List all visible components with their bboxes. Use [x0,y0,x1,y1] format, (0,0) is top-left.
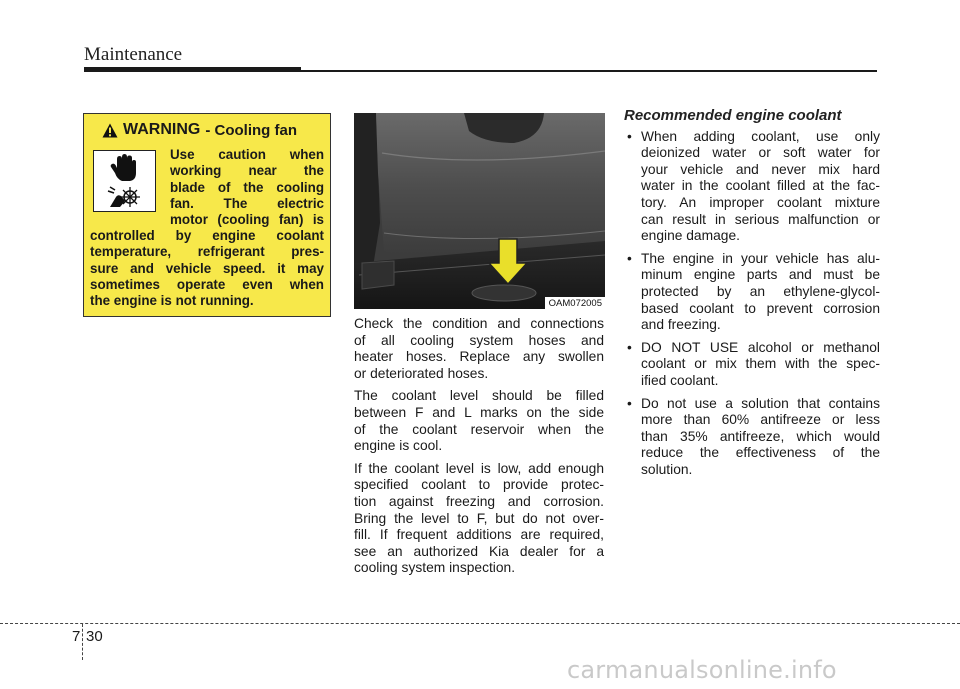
warning-subject: - Cooling fan [205,121,297,139]
engine-bay-photo [354,113,605,309]
photo-caption: OAM072005 [545,297,605,309]
warning-line: motor (cooling fan) is [170,212,324,228]
text-line: specified coolant to provide protec- [354,477,604,493]
warning-heading [102,121,297,139]
warning-line: the engine is not running. [90,293,254,309]
bullet-dot: • [627,395,632,411]
list-item [624,129,880,245]
warning-line: Use caution when [170,147,324,162]
warning-line: blade of the cooling [170,179,324,195]
text-line: cooling system inspection. [354,560,516,576]
text-line: heater hoses. Replace any swollen [354,349,604,365]
middle-column [354,316,604,583]
warning-label: WARNING [123,121,201,138]
page-number-divider [82,624,83,660]
warning-text-lower [90,228,324,309]
text-line: Check the condition and connections [354,316,604,331]
text-line: If the coolant level is low, add enough [354,460,604,476]
warning-line: temperature, refrigerant pres- [90,244,324,260]
text-line: of the coolant reservoir when the [354,421,604,437]
bullet-dot: • [627,128,632,144]
warning-line: sometimes operate even when [90,276,324,292]
text-line: DO NOT USE alcohol or methanol [641,339,880,355]
text-line: your vehicle and never mix hard [641,161,880,177]
warning-box [83,113,331,317]
list-item [624,396,880,479]
section-title: Maintenance [84,44,183,65]
text-line: can result in serious malfunction or [641,211,880,227]
text-line: see an authorized Kia dealer for a [354,543,604,559]
text-line: tion against freezing and corrosion. [354,493,604,509]
header-rule-thick [84,67,301,72]
header-rule-thin [301,70,877,72]
paragraph-add-coolant [354,461,604,577]
text-line: Bring the level to F, but do not over- [354,510,604,526]
text-line: or deteriorated hoses. [354,365,489,381]
text-line: fill. If frequent additions are required, [354,527,604,543]
warning-line: controlled by engine coolant [90,228,324,243]
text-line: engine damage. [641,228,740,244]
paragraph-coolant-level [354,388,604,454]
text-line: engine is cool. [354,438,443,454]
text-line: water in the coolant filled at the fac- [641,178,880,194]
text-line: protected by an ethylene-glycol- [641,283,880,299]
bullet-dot: • [627,339,632,355]
text-line: deionized water or soft water for [641,145,880,161]
text-line: and freezing. [641,317,721,333]
warning-line: fan. The electric [170,195,324,211]
watermark: carmanualsonline.info [567,656,837,684]
list-item [624,251,880,334]
text-line: When adding coolant, use only [641,128,880,144]
text-line: tory. An improper coolant mixture [641,194,880,210]
bullet-dot: • [627,250,632,266]
hand-stop-icon [111,154,136,181]
text-line: Do not use a solution that contains [641,395,880,411]
list-item [624,340,880,390]
warning-line: sure and vehicle speed. it may [90,260,324,276]
text-line: minum engine parts and must be [641,267,880,283]
text-line: coolant or mix them with the spec- [641,356,880,372]
page-number: 30 [86,628,103,645]
right-column [624,108,880,484]
text-line: solution. [641,461,693,477]
text-line: between F and L marks on the side [354,404,604,420]
chapter-number: 7 [72,628,81,645]
text-line: than 35% antifreeze, which would [641,428,880,444]
warning-triangle-icon [102,123,118,138]
text-line: ified coolant. [641,372,719,388]
text-line: The coolant level should be filled [354,388,604,404]
text-line: reduce the effectiveness of the [641,445,880,461]
text-line: based coolant to prevent corrosion [641,300,880,316]
text-line: The engine in your vehicle has alu- [641,250,880,266]
fan-blade-hand-icon [108,187,140,207]
warning-text-upper [170,147,324,228]
safety-symbol [93,150,156,212]
paragraph-hoses [354,316,604,382]
coolant-heading: Recommended engine coolant [624,107,842,124]
text-line: more than 60% antifreeze or less [641,412,880,428]
coolant-bullet-list [624,129,880,479]
footer-divider [0,623,960,624]
text-line: of all cooling system hoses and [354,332,604,348]
warning-line: working near the [170,163,324,179]
